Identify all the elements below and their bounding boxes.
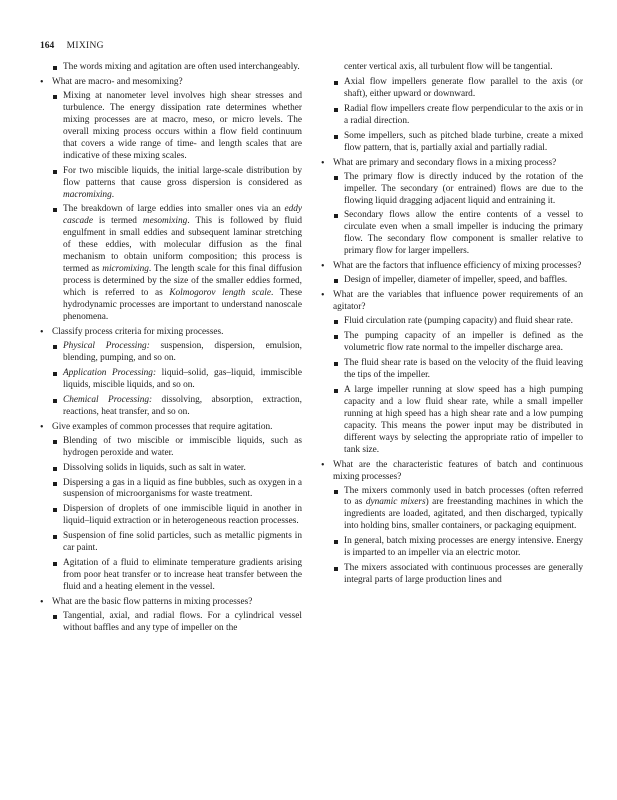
question-item: [321, 158, 583, 259]
answer-item: Dissolving solids in liquids, such as salt in water.: [52, 463, 302, 475]
answer-item: Chemical Processing: dissolving, absorption, extraction, reactions, heat transfer, and so on.: [52, 395, 302, 419]
right-column: [321, 62, 583, 638]
term: dynamic mixers: [365, 497, 426, 508]
question-text: • What are macro- and mesomixing?: [52, 76, 183, 87]
term: Kolmogorov length scale: [169, 288, 272, 299]
running-header: [40, 40, 583, 58]
answer-item: Blending of two miscible or immiscible liquids, such as hydrogen peroxide and water.: [52, 436, 302, 460]
question-text: • Classify process criteria for mixing processes.: [52, 327, 224, 338]
term: eddy cascade: [63, 204, 302, 227]
answer-item: Secondary flows allow the entire contents of a vessel to circulate even when a small impeller is inducing the primary flow. The secondary flow component is smaller relative to primary flow for larger impellers.: [333, 210, 583, 258]
left-column: [40, 62, 302, 638]
question-item: [321, 290, 583, 456]
question-text: • What are primary and secondary flows in a mixing process?: [333, 157, 557, 168]
section-title: MIXING: [66, 41, 104, 51]
answer-item: Physical Processing: suspension, dispersion, emulsion, blending, pumping, and so on.: [52, 341, 302, 365]
answer-item: The mixers commonly used in batch processes (often referred to as dynamic mixers) are freestanding machines in which the ingredients are loaded, agitated, and then discharged, typically into holding bins, smaller containers, or packaging equipment.: [333, 486, 583, 534]
question-text: • What are the variables that influence power requirements of an agitator?: [333, 290, 583, 313]
answer-item: The mixers associated with continuous processes are generally integral parts of large production lines and: [333, 563, 583, 587]
answer-item: The breakdown of large eddies into smaller ones via an eddy cascade is termed mesomixing. This is followed by fluid engulfment in small eddies and subsequent laminar stretching of these eddies, with molecular diffusion as the final mechanism to obtain uniform composition; this process is termed as micromixing. The length scale for this final diffusion process is determined by the size of the smaller eddies formed, which is referred to as Kolmogorov length scale. These hydrodynamic processes are important to understand nanoscale phenomena.: [52, 204, 302, 324]
question-item: [40, 327, 302, 419]
question-text: • What are the factors that influence efficiency of mixing processes?: [333, 261, 582, 272]
question-continued: [321, 62, 583, 155]
question-continued: [40, 62, 302, 74]
answer-item: The primary flow is directly induced by the rotation of the impeller. The secondary (or entrained) flows are due to the flowing liquid dragging adjacent liquid and entraining it.: [333, 172, 583, 208]
answer-item: Axial flow impellers generate flow parallel to the axis (or shaft), either upward or downward.: [333, 77, 583, 101]
question-item: [321, 261, 583, 287]
term: mesomixing: [142, 216, 188, 227]
question-text: • What are the basic flow patterns in mixing processes?: [52, 597, 253, 608]
answer-item: Dispersion of droplets of one immiscible liquid in another in liquid–liquid extraction or in heterogeneous reaction processes.: [52, 504, 302, 528]
question-item: [40, 422, 302, 594]
question-item: [40, 77, 302, 324]
term: micromixing: [102, 264, 149, 275]
answer-continued: center vertical axis, all turbulent flow will be tangential.: [344, 62, 553, 72]
answer-item: Agitation of a fluid to eliminate temperature gradients arising from poor heat transfer or to increase heat transfer between the fluid and a heating element in the vessel.: [52, 558, 302, 594]
term: macromixing: [63, 189, 112, 200]
answer-item: Dispersing a gas in a liquid as fine bubbles, such as oxygen in a suspension of microorganisms for waste treatment.: [52, 478, 302, 502]
answer-item: Design of impeller, diameter of impeller, speed, and baffles.: [333, 275, 583, 287]
answer-item: Some impellers, such as pitched blade turbine, create a mixed flow pattern, that is, partially axial and partially radial.: [333, 131, 583, 155]
answer-item: Tangential, axial, and radial flows. For a cylindrical vessel without baffles and any type of impeller on the: [52, 611, 302, 635]
question-item: [40, 597, 302, 635]
answer-item: The words mixing and agitation are often used interchangeably.: [52, 62, 302, 74]
answer-item: The fluid shear rate is based on the velocity of the fluid leaving the tips of the impeller.: [333, 358, 583, 382]
question-text: • Give examples of common processes that require agitation.: [52, 421, 273, 432]
answer-item: Mixing at nanometer level involves high shear stresses and turbulence. The energy dissipation rate determines whether mixing processes are at macro, meso, or micro levels. The overall mixing process occurs within a flow field continuum that covers a wide range of time- and length scales that are indicative of these mixing scales.: [52, 91, 302, 163]
answer-item: For two miscible liquids, the initial large-scale distribution by flow patterns that cause gross dispersion is considered as macromixing.: [52, 166, 302, 202]
answer-item: A large impeller running at slow speed has a high pumping capacity and a low fluid shear rate, while a small impeller running at high speed has a high shear rate and a low pumping capacity. This means the power input may be distributed in different ways by selecting the appropriate ratio of impeller to tank size.: [333, 385, 583, 457]
page-number: 164: [40, 41, 55, 51]
question-text: • What are the characteristic features of batch and continuous mixing processes?: [333, 459, 583, 482]
answer-item: Application Processing: liquid–solid, gas–liquid, immiscible liquids, miscible liquids, and so on.: [52, 368, 302, 392]
question-item: [321, 460, 583, 588]
body-columns: [40, 62, 583, 638]
answer-item: The pumping capacity of an impeller is defined as the volumetric flow rate normal to the impeller discharge area.: [333, 331, 583, 355]
answer-item: Radial flow impellers create flow perpendicular to the axis or in a radial direction.: [333, 104, 583, 128]
answer-item: Suspension of fine solid particles, such as metallic pigments in car paint.: [52, 531, 302, 555]
answer-item: In general, batch mixing processes are energy intensive. Energy is imparted to an impeller via an electric motor.: [333, 536, 583, 560]
answer-item: Fluid circulation rate (pumping capacity) and fluid shear rate.: [333, 316, 583, 328]
